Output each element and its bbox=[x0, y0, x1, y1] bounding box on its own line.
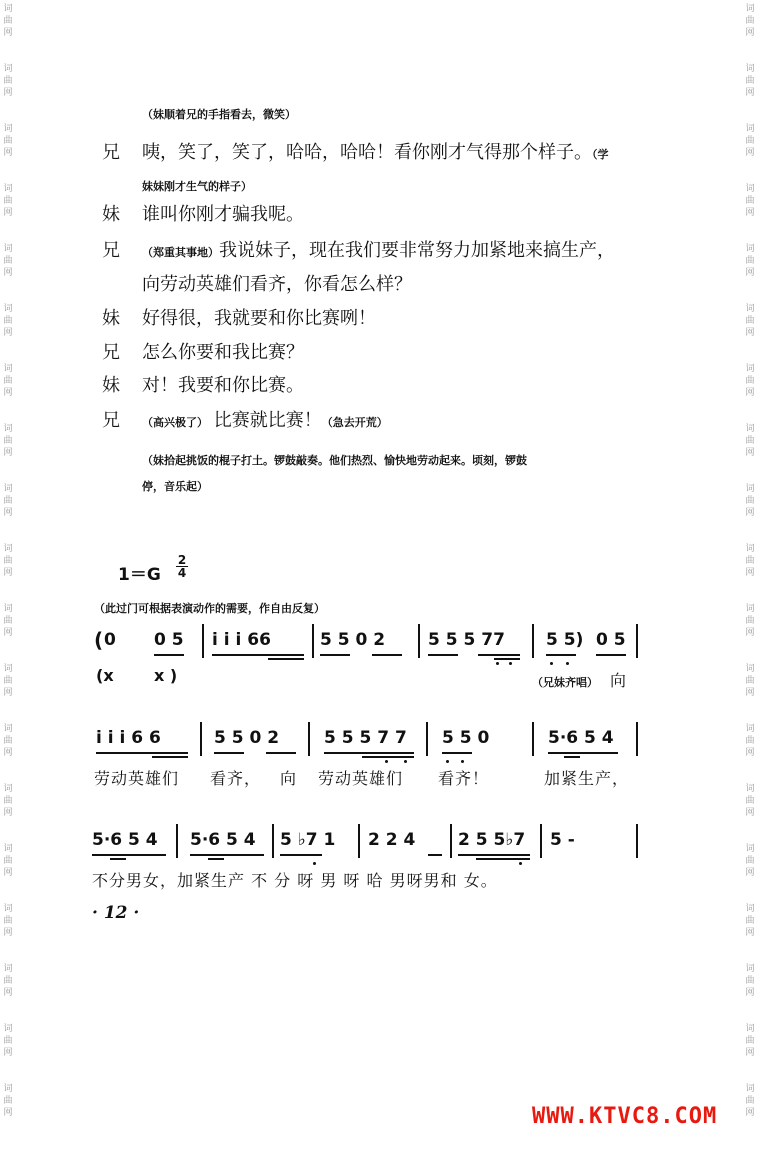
watermark-glyph: 词 bbox=[745, 844, 755, 854]
watermark-glyph: 曲 bbox=[3, 616, 13, 626]
watermark-glyph: 词 bbox=[745, 1084, 755, 1094]
watermark-glyph: 曲 bbox=[745, 496, 755, 506]
note-group: 5 5 0 2 bbox=[214, 728, 280, 748]
watermark-glyph: 曲 bbox=[745, 1036, 755, 1046]
watermark-glyph: 网 bbox=[745, 568, 755, 578]
watermark-glyph: 网 bbox=[745, 628, 755, 638]
watermark-glyph: 曲 bbox=[3, 556, 13, 566]
footer-url: WWW.KTVC8.COM bbox=[532, 1104, 718, 1129]
watermark-glyph: 网 bbox=[3, 988, 13, 998]
percussion-x: (x bbox=[96, 666, 114, 685]
watermark-glyph: 网 bbox=[745, 508, 755, 518]
watermark-glyph: 网 bbox=[745, 928, 755, 938]
watermark-glyph: 曲 bbox=[3, 1096, 13, 1106]
watermark-glyph: 曲 bbox=[3, 316, 13, 326]
watermark-glyph: 曲 bbox=[745, 16, 755, 26]
speaker: 兄 bbox=[102, 410, 120, 431]
watermark-glyph: 词 bbox=[745, 1024, 755, 1034]
watermark-glyph: 网 bbox=[745, 88, 755, 98]
watermark-glyph: 曲 bbox=[3, 676, 13, 686]
watermark-glyph: 词 bbox=[745, 904, 755, 914]
note-group: 0 5 bbox=[596, 630, 626, 650]
watermark-glyph: 曲 bbox=[745, 556, 755, 566]
speaker: 兄 bbox=[102, 240, 120, 261]
watermark-glyph: 词 bbox=[3, 1084, 13, 1094]
watermark-glyph: 词 bbox=[3, 784, 13, 794]
watermark-glyph: 词 bbox=[3, 904, 13, 914]
note-group: 5 5 0 bbox=[442, 728, 490, 748]
watermark-glyph: 词 bbox=[3, 244, 13, 254]
watermark-glyph: 曲 bbox=[3, 256, 13, 266]
watermark-glyph: 网 bbox=[3, 1108, 13, 1118]
note-group: 5·6 5 4 bbox=[92, 830, 158, 850]
lyric: 劳动英雄们 bbox=[318, 769, 404, 788]
note-group: 5 5 0 2 bbox=[320, 630, 386, 650]
line-text: 好得很，我就要和你比赛咧！ bbox=[142, 308, 376, 329]
score-row-3 bbox=[0, 824, 760, 870]
watermark-glyph: 网 bbox=[745, 328, 755, 338]
watermark-glyph: 曲 bbox=[745, 1096, 755, 1106]
watermark-glyph: 词 bbox=[3, 724, 13, 734]
watermark-glyph: 网 bbox=[3, 868, 13, 878]
watermark-glyph: 词 bbox=[745, 724, 755, 734]
note-group: 0 5 bbox=[154, 630, 184, 650]
watermark-glyph: 网 bbox=[3, 28, 13, 38]
watermark-glyph: 词 bbox=[3, 964, 13, 974]
speaker: 兄 bbox=[102, 342, 120, 363]
lyric: 不分男女，加紧生产 不 分 呀 男 呀 哈 男呀男和 女。 bbox=[92, 871, 498, 890]
watermark-glyph: 词 bbox=[3, 544, 13, 554]
watermark-glyph: 曲 bbox=[745, 76, 755, 86]
watermark-glyph: 曲 bbox=[3, 1036, 13, 1046]
watermark-glyph: 曲 bbox=[745, 916, 755, 926]
line-text: 对！我要和你比赛。 bbox=[142, 375, 304, 396]
note-group: 0 bbox=[104, 630, 116, 650]
watermark-glyph: 网 bbox=[3, 688, 13, 698]
right-watermark-strip bbox=[744, 0, 758, 1159]
lyric: 向 bbox=[280, 769, 298, 788]
watermark-glyph: 网 bbox=[745, 388, 755, 398]
watermark-glyph: 曲 bbox=[745, 736, 755, 746]
lyric: 加紧生产， bbox=[544, 769, 630, 788]
watermark-glyph: 词 bbox=[745, 544, 755, 554]
watermark-glyph: 词 bbox=[3, 1024, 13, 1034]
speaker: 兄 bbox=[102, 142, 120, 163]
key-signature: 1＝G bbox=[118, 565, 161, 585]
note-group: 5·6 5 4 bbox=[190, 830, 256, 850]
note-group: 5 5 5 77 bbox=[428, 630, 505, 650]
page-number: · 12 · bbox=[92, 903, 140, 923]
watermark-glyph: 词 bbox=[745, 964, 755, 974]
watermark-glyph: 曲 bbox=[745, 976, 755, 986]
watermark-glyph: 曲 bbox=[745, 436, 755, 446]
watermark-glyph: 曲 bbox=[745, 316, 755, 326]
watermark-glyph: 词 bbox=[745, 64, 755, 74]
watermark-glyph: 网 bbox=[745, 688, 755, 698]
watermark-glyph: 网 bbox=[3, 268, 13, 278]
watermark-glyph: 词 bbox=[745, 484, 755, 494]
watermark-glyph: 曲 bbox=[745, 256, 755, 266]
score-instruction: （此过门可根据表演动作的需要，作自由反复） bbox=[94, 602, 325, 615]
watermark-glyph: 网 bbox=[745, 28, 755, 38]
watermark-glyph: 曲 bbox=[745, 376, 755, 386]
open-paren: ( bbox=[94, 628, 104, 652]
watermark-glyph: 网 bbox=[3, 328, 13, 338]
watermark-glyph: 网 bbox=[745, 868, 755, 878]
speaker: 妹 bbox=[102, 308, 120, 329]
watermark-glyph: 词 bbox=[745, 424, 755, 434]
watermark-glyph: 词 bbox=[745, 184, 755, 194]
line-text: 向劳动英雄们看齐，你看怎么样？ bbox=[142, 274, 412, 295]
watermark-glyph: 网 bbox=[745, 148, 755, 158]
watermark-glyph: 词 bbox=[745, 784, 755, 794]
watermark-glyph: 词 bbox=[745, 664, 755, 674]
watermark-glyph: 网 bbox=[3, 1048, 13, 1058]
percussion-x: x ) bbox=[154, 666, 178, 685]
time-signature: 2 4 bbox=[177, 553, 187, 580]
note-group: 5 - bbox=[550, 830, 575, 850]
watermark-glyph: 网 bbox=[745, 268, 755, 278]
watermark-glyph: 网 bbox=[745, 1108, 755, 1118]
stage-direction-line-2: 停，音乐起） bbox=[142, 480, 208, 493]
watermark-glyph: 网 bbox=[3, 508, 13, 518]
lyric: 看齐！ bbox=[438, 769, 490, 788]
watermark-glyph: 网 bbox=[3, 388, 13, 398]
line-text: 咦，笑了，笑了，哈哈，哈哈！看你刚才气得那个样子。（学 bbox=[142, 142, 609, 163]
watermark-glyph: 词 bbox=[3, 184, 13, 194]
watermark-glyph: 曲 bbox=[3, 196, 13, 206]
watermark-glyph: 曲 bbox=[3, 76, 13, 86]
watermark-glyph: 网 bbox=[3, 208, 13, 218]
watermark-glyph: 网 bbox=[3, 88, 13, 98]
stage-note-2: 妹妹刚才生气的样子） bbox=[142, 180, 252, 193]
note-group: i i i 6 6 bbox=[96, 728, 161, 748]
watermark-glyph: 词 bbox=[3, 844, 13, 854]
watermark-glyph: 网 bbox=[3, 568, 13, 578]
score-row-2 bbox=[0, 722, 760, 768]
watermark-glyph: 网 bbox=[3, 628, 13, 638]
watermark-glyph: 词 bbox=[3, 124, 13, 134]
watermark-glyph: 曲 bbox=[3, 796, 13, 806]
watermark-glyph: 网 bbox=[745, 748, 755, 758]
watermark-glyph: 词 bbox=[3, 364, 13, 374]
watermark-glyph: 曲 bbox=[3, 916, 13, 926]
watermark-glyph: 曲 bbox=[3, 976, 13, 986]
watermark-glyph: 词 bbox=[3, 304, 13, 314]
watermark-glyph: 词 bbox=[3, 424, 13, 434]
watermark-glyph: 词 bbox=[3, 604, 13, 614]
watermark-glyph: 网 bbox=[745, 208, 755, 218]
watermark-glyph: 网 bbox=[3, 928, 13, 938]
lyric: 向 bbox=[610, 671, 628, 690]
watermark-glyph: 曲 bbox=[745, 856, 755, 866]
watermark-glyph: 词 bbox=[745, 604, 755, 614]
watermark-glyph: 曲 bbox=[3, 856, 13, 866]
watermark-glyph: 词 bbox=[3, 4, 13, 14]
watermark-glyph: 词 bbox=[3, 64, 13, 74]
note-group: 5 5 5 7 7 bbox=[324, 728, 407, 748]
watermark-glyph: 词 bbox=[745, 124, 755, 134]
watermark-glyph: 曲 bbox=[3, 436, 13, 446]
watermark-glyph: 曲 bbox=[745, 616, 755, 626]
lyric: 劳动英雄们 bbox=[94, 769, 180, 788]
note-group: 2 5 5♭7 bbox=[458, 830, 526, 850]
watermark-glyph: 曲 bbox=[3, 376, 13, 386]
watermark-glyph: 词 bbox=[745, 4, 755, 14]
score-row-1 bbox=[0, 624, 760, 670]
watermark-glyph: 网 bbox=[745, 988, 755, 998]
note-group: 2 2 4 bbox=[368, 830, 416, 850]
line-text: （郑重其事地）我说妹子，现在我们要非常努力加紧地来搞生产， bbox=[142, 240, 615, 261]
watermark-glyph: 网 bbox=[3, 808, 13, 818]
lyric: 看齐， bbox=[210, 769, 262, 788]
watermark-glyph: 曲 bbox=[3, 496, 13, 506]
watermark-glyph: 曲 bbox=[745, 136, 755, 146]
watermark-glyph: 词 bbox=[745, 364, 755, 374]
watermark-glyph: 曲 bbox=[745, 676, 755, 686]
watermark-glyph: 曲 bbox=[3, 136, 13, 146]
watermark-glyph: 网 bbox=[3, 748, 13, 758]
note-group: 5 ♭7 1 bbox=[280, 830, 336, 850]
watermark-glyph: 曲 bbox=[3, 736, 13, 746]
note-group: 5·6 5 4 bbox=[548, 728, 614, 748]
watermark-glyph: 词 bbox=[745, 244, 755, 254]
watermark-glyph: 词 bbox=[3, 484, 13, 494]
stage-note-1: （妹顺着兄的手指看去，微笑） bbox=[142, 108, 296, 121]
watermark-glyph: 词 bbox=[3, 664, 13, 674]
note-group: 5 5) bbox=[546, 630, 584, 650]
watermark-glyph: 网 bbox=[745, 448, 755, 458]
watermark-glyph: 网 bbox=[3, 148, 13, 158]
note-group: i i i 66 bbox=[212, 630, 271, 650]
lyric-note: （兄妹齐唱） bbox=[532, 676, 598, 689]
left-watermark-strip bbox=[2, 0, 16, 1159]
watermark-glyph: 曲 bbox=[3, 16, 13, 26]
speaker: 妹 bbox=[102, 204, 120, 225]
line-text: 怎么你要和我比赛？ bbox=[142, 342, 304, 363]
watermark-glyph: 词 bbox=[745, 304, 755, 314]
watermark-glyph: 网 bbox=[3, 448, 13, 458]
line-text: 谁叫你刚才骗我呢。 bbox=[142, 204, 304, 225]
watermark-glyph: 网 bbox=[745, 808, 755, 818]
speaker: 妹 bbox=[102, 375, 120, 396]
watermark-glyph: 曲 bbox=[745, 796, 755, 806]
watermark-glyph: 曲 bbox=[745, 196, 755, 206]
line-text: （高兴极了） 比赛就比赛！（急去开荒） bbox=[142, 410, 388, 431]
watermark-glyph: 网 bbox=[745, 1048, 755, 1058]
stage-direction-line-1: （妹拾起挑饭的棍子打土。锣鼓敲奏。他们热烈、愉快地劳动起来。顷刻，锣鼓 bbox=[142, 454, 527, 467]
